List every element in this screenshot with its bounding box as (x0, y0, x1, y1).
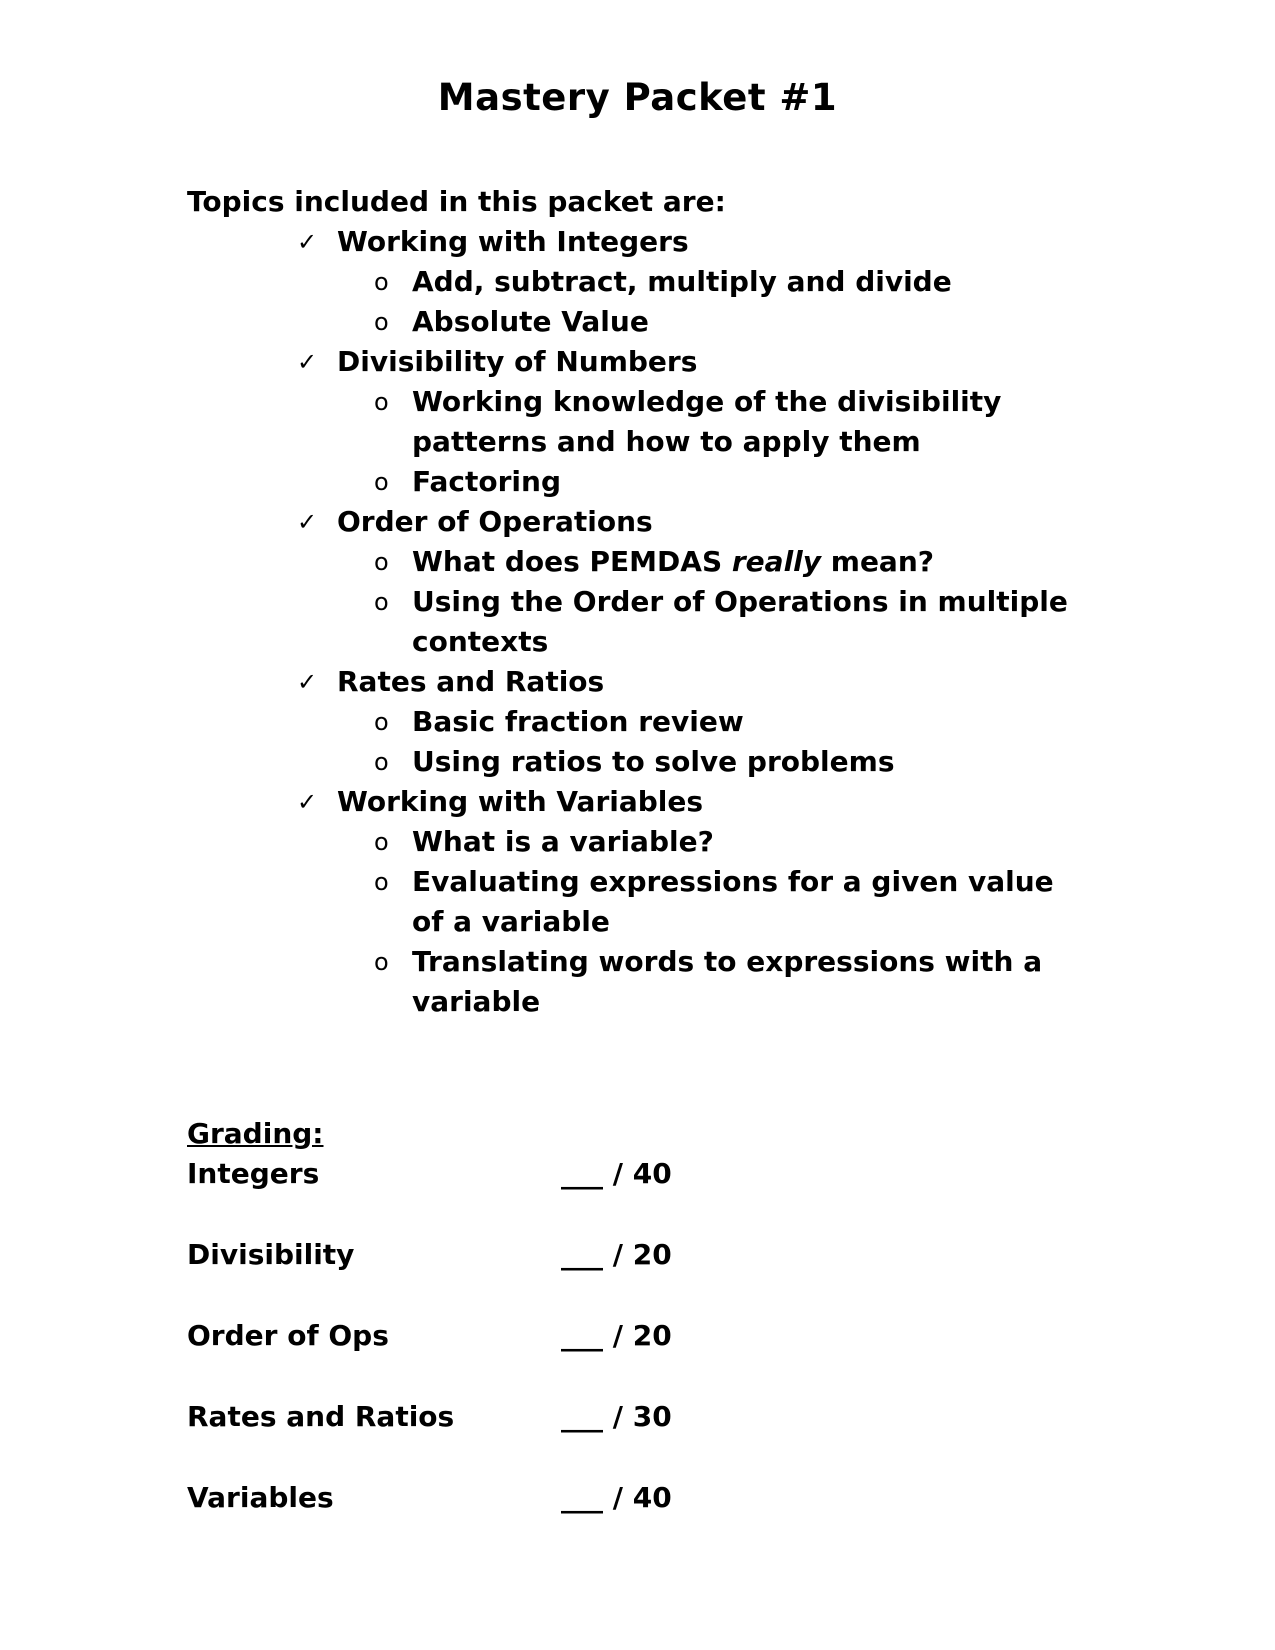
topics-intro: Topics included in this packet are: (187, 185, 726, 218)
circle-bullet-icon: o (374, 828, 389, 856)
subtopic-text: Translating words to expressions with a variable (412, 945, 1043, 1018)
grade-score-blank: ___ / 40 (561, 1157, 672, 1190)
subtopic-list (337, 702, 1087, 782)
subtopic-text: Working knowledge of the divisibility patterns and how to apply them (412, 385, 1002, 458)
checkmark-icon: ✓ (297, 228, 318, 256)
topics-section (187, 182, 1087, 1022)
subtopic-text: Basic fraction review (412, 705, 744, 738)
grading-section (187, 1114, 887, 1559)
subtopic-item (337, 262, 1072, 302)
grade-score-blank: ___ / 40 (561, 1481, 672, 1514)
grading-title: Grading: (187, 1117, 324, 1150)
subtopic-text: Add, subtract, multiply and divide (412, 265, 952, 298)
grade-category: Rates and Ratios (187, 1400, 455, 1433)
grade-row (187, 1397, 887, 1478)
subtopic-text-after: mean? (821, 545, 934, 578)
subtopic-item (337, 582, 1072, 662)
subtopic-item (337, 702, 1072, 742)
topic-item (187, 662, 1087, 782)
circle-bullet-icon: o (374, 748, 389, 776)
circle-bullet-icon: o (374, 588, 389, 616)
circle-bullet-icon: o (374, 308, 389, 336)
grade-category: Order of Ops (187, 1319, 389, 1352)
grade-row (187, 1478, 887, 1559)
subtopic-text: What does PEMDAS (412, 545, 732, 578)
topic-label: Rates and Ratios (337, 665, 605, 698)
grade-category: Divisibility (187, 1238, 355, 1271)
topic-item (187, 502, 1087, 662)
grade-score-blank: ___ / 30 (561, 1400, 672, 1433)
circle-bullet-icon: o (374, 708, 389, 736)
grade-category: Integers (187, 1157, 320, 1190)
circle-bullet-icon: o (374, 548, 389, 576)
subtopic-item (337, 862, 1072, 942)
topic-label: Divisibility of Numbers (337, 345, 698, 378)
subtopic-emphasis: really (731, 545, 822, 578)
subtopic-item (337, 382, 1072, 462)
subtopic-text: What is a variable? (412, 825, 714, 858)
circle-bullet-icon: o (374, 868, 389, 896)
grade-row (187, 1154, 887, 1235)
subtopic-item (337, 742, 1072, 782)
topic-item (187, 342, 1087, 502)
grade-table (187, 1154, 887, 1559)
subtopic-text: Using ratios to solve problems (412, 745, 895, 778)
subtopic-item (337, 822, 1072, 862)
subtopic-list (337, 822, 1087, 1022)
topic-item (187, 782, 1087, 1022)
page-title: Mastery Packet #1 (437, 76, 838, 119)
topic-label: Working with Variables (337, 785, 704, 818)
topic-label: Order of Operations (337, 505, 653, 538)
subtopic-text: Factoring (412, 465, 561, 498)
subtopic-item (337, 542, 1072, 582)
grade-row (187, 1235, 887, 1316)
topic-list (187, 222, 1087, 1022)
subtopic-item (337, 302, 1072, 342)
checkmark-icon: ✓ (297, 788, 318, 816)
topic-item (187, 222, 1087, 342)
circle-bullet-icon: o (374, 268, 389, 296)
grade-score-blank: ___ / 20 (561, 1319, 672, 1352)
subtopic-text: Using the Order of Operations in multiple contexts (412, 585, 1068, 658)
grade-score-blank: ___ / 20 (561, 1238, 672, 1271)
checkmark-icon: ✓ (297, 668, 318, 696)
subtopic-text: Evaluating expressions for a given value of a variable (412, 865, 1054, 938)
subtopic-list (337, 262, 1087, 342)
circle-bullet-icon: o (374, 388, 389, 416)
circle-bullet-icon: o (374, 948, 389, 976)
grade-row (187, 1316, 887, 1397)
circle-bullet-icon: o (374, 468, 389, 496)
subtopic-list (337, 542, 1087, 662)
checkmark-icon: ✓ (297, 348, 318, 376)
subtopic-text: Absolute Value (412, 305, 649, 338)
subtopic-list (337, 382, 1087, 502)
checkmark-icon: ✓ (297, 508, 318, 536)
subtopic-item (337, 942, 1072, 1022)
grade-category: Variables (187, 1481, 334, 1514)
topic-label: Working with Integers (337, 225, 689, 258)
subtopic-item (337, 462, 1072, 502)
